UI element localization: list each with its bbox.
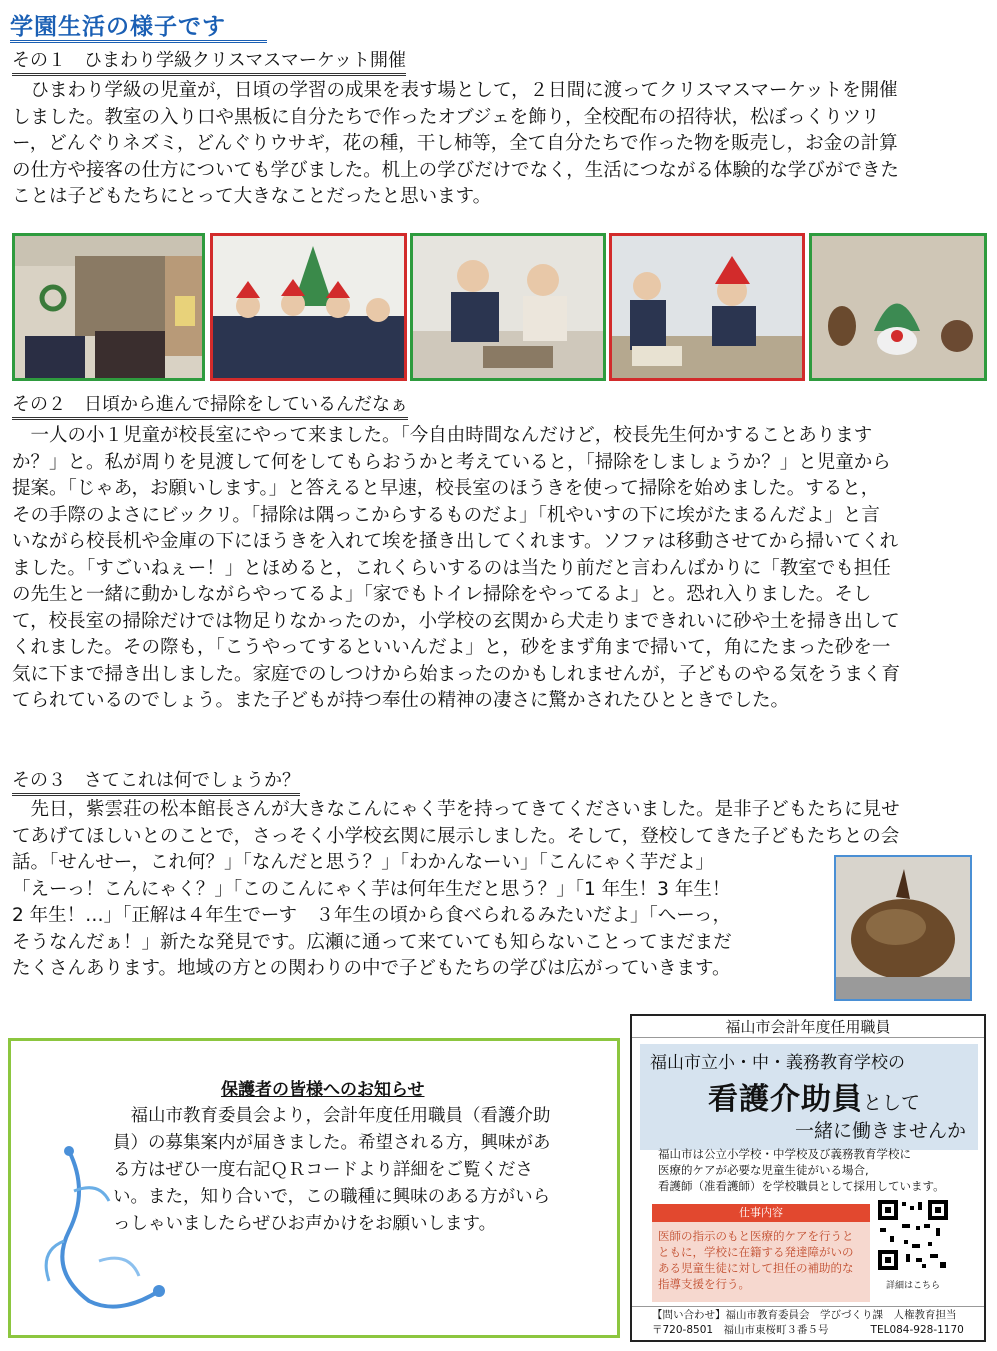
section-3-heading: その３ さてこれは何でしょうか？ — [12, 766, 300, 796]
text-line: い。また，知り合いで，この職種に興味のある方がいら — [113, 1187, 551, 1207]
contact-line: 〒720-8501 福山市東桜町３番５号 TEL084-928-1170 — [652, 1324, 964, 1336]
section-2-heading: その２ 日頃から進んで掃除をしているんだなぁ — [12, 390, 408, 420]
text-line: ました。「すごいねぇー！」とほめると，これくらいするのは当たり前だと言わんばかりに「教室でも担任 — [12, 557, 891, 579]
photo-konnyaku-potato — [834, 855, 972, 1001]
poster-job-suffix: として — [863, 1092, 921, 1114]
text-line: の先生と一緒に動かしながらやってるよ」「家でもトイレ掃除をやってるよ」と。恐れ入りました。そし — [12, 584, 872, 605]
text-line: か？」と。私が周りを見渡して何をしてもらおうかと考えていると，「掃除をしましょうか？」と児童から — [12, 451, 891, 473]
text-line: ともに，学校に在籍する発達障がいの — [658, 1245, 854, 1259]
photo-market-table — [410, 233, 606, 381]
text-line: 員）の募集案内が届きました。希望される方，興味があ — [113, 1133, 551, 1153]
text-line: 福山市は公立小学校・中学校及び義務教育学校に — [658, 1147, 911, 1161]
photo-santa-child — [609, 233, 805, 381]
text-line: 気に下まで掃き出しました。家庭でのしつけから始まったのかもしれませんが，子どものやる気をうまく育 — [12, 663, 901, 685]
poster-footer — [632, 1308, 984, 1338]
notice-title: 保護者の皆様へのお知らせ — [221, 1080, 425, 1100]
text-line: 指導支援を行う。 — [658, 1277, 750, 1291]
page-title: 学園生活の様子です — [10, 14, 226, 40]
poster-line2 — [708, 1074, 920, 1118]
text-line: くれました。その際も，「こうやってするといいんだよ」と，砂をまず角まで掃いて，角にたまった砂を一 — [12, 637, 891, 658]
title-underline — [10, 40, 267, 43]
job-content-label: 仕事内容 — [652, 1204, 870, 1222]
text-line: 「えーっ！こんにゃく？」「このこんにゃく芋は何年生だと思う？」「1 年生！3 年生！ — [12, 878, 731, 900]
contact-line: 【問い合わせ】福山市教育委員会 学びづくり課 人権教育担当 — [652, 1309, 957, 1321]
text-line: 話。「せんせー，これ何？」「なんだと思う？」「わかんなーい」「こんにゃく芋だよ」 — [12, 852, 714, 873]
text-line: 一人の小１児童が校長室にやって来ました。「今自由時間なんだけど，校長先生何かすることあります — [12, 425, 873, 446]
text-line: ひまわり学級の児童が，日頃の学習の成果を表す場として，２日間に渡ってクリスマスマーケットを開催 — [12, 80, 898, 101]
qr-caption: 詳細はこちら — [886, 1281, 941, 1291]
text-line: 医療的ケアが必要な児童生徒がいる場合, — [658, 1163, 869, 1177]
photo-crafts-items — [809, 233, 987, 381]
text-line: っしゃいましたらぜひお声かけをお願いします。 — [113, 1214, 497, 1234]
photo-group-santa-hats — [210, 233, 407, 381]
photo-classroom-entrance — [12, 233, 205, 381]
poster-line1: 福山市立小・中・義務教育学校の — [650, 1053, 905, 1073]
text-line: ー，どんぐりネズミ，どんぐりウサギ，花の種，干し柿等，全て自分たちで作った物を販売し，お金の計算 — [12, 133, 898, 154]
text-line: 提案。「じゃあ，お願いします。」と答えると早速，校長室のほうきを使って掃除を始めました。すると， — [12, 478, 880, 499]
text-line: の仕方や接客の仕方についても学びました。机上の学びだけでなく，生活につながる体験的な学びができた — [12, 159, 899, 181]
section-1-heading: その１ ひまわり学級クリスマスマーケット開催 — [12, 46, 406, 76]
text-line: て，校長室の掃除だけでは物足りなかったのか，小学校の玄関から犬走りまできれいに砂や土を掃き出して — [12, 610, 900, 632]
text-line: 先日，紫雲荘の松本館長さんが大きなこんにゃく芋を持ってきてくださいました。是非子どもたちに見せ — [12, 799, 900, 820]
text-line: てられているのでしょう。また子どもが持つ奉仕の精神の凄さに驚かされたひとときでした。 — [12, 690, 790, 711]
text-line: 看護師（准看護師）を学校職員として採用しています。 — [658, 1179, 945, 1193]
notice-box — [8, 1038, 620, 1338]
poster-job-title: 看護介助員 — [708, 1082, 863, 1117]
section-2-body — [12, 423, 987, 715]
text-line: 福山市教育委員会より，会計年度任用職員（看護介助 — [113, 1106, 551, 1126]
qr-code-icon[interactable] — [876, 1198, 950, 1272]
text-line: ある児童生徒に対して担任の補助的な — [658, 1261, 854, 1275]
text-line: その手際のよさにビックリ。「掃除は隅っこからするものだよ」「机やいすの下に埃がたまるんだよ」と言 — [12, 504, 880, 526]
poster-banner — [640, 1044, 978, 1150]
poster-footer-divider — [632, 1306, 984, 1307]
text-line: いながら校長机や金庫の下にほうきを入れて埃を掻き出してくれます。ソファは移動させてから掃いてくれ — [12, 531, 899, 552]
text-line: たくさんあります。地域の方との関わりの中で子どもたちの学びは広がっていきます。 — [12, 958, 731, 979]
text-line: る方はぜひ一度右記ＱＲコードより詳細をご覧くださ — [113, 1160, 533, 1180]
poster-line3: 一緒に働きませんか — [794, 1120, 966, 1142]
text-line: しました。教室の入り口や黒板に自分たちで作ったオブジェを飾り，全校配布の招待状，松ぼっくりツリ — [12, 106, 880, 128]
poster-header: 福山市会計年度任用職員 — [632, 1016, 984, 1038]
notice-body — [113, 1103, 598, 1238]
text-line: ことは子どもたちにとって大きなことだったと思います。 — [12, 186, 492, 207]
job-content-box — [652, 1222, 870, 1302]
text-line: 2 年生！…」「正解は４年生でーす ３年生の頃から食べられるみたいだよ」「へーっ， — [12, 905, 731, 926]
text-line: そうなんだぁ！」新たな発見です。広瀬に通って来ていても知らないことってまだまだ — [12, 931, 732, 953]
text-line: てあげてほしいとのことで，さっそく小学校玄関に展示しました。そして，登校してきた子どもたちとの会 — [12, 825, 900, 847]
recruitment-poster — [630, 1014, 986, 1342]
section-1-body — [12, 78, 987, 211]
poster-description — [658, 1146, 945, 1194]
text-line: 医師の指示のもと医療的ケアを行うと — [658, 1229, 854, 1243]
